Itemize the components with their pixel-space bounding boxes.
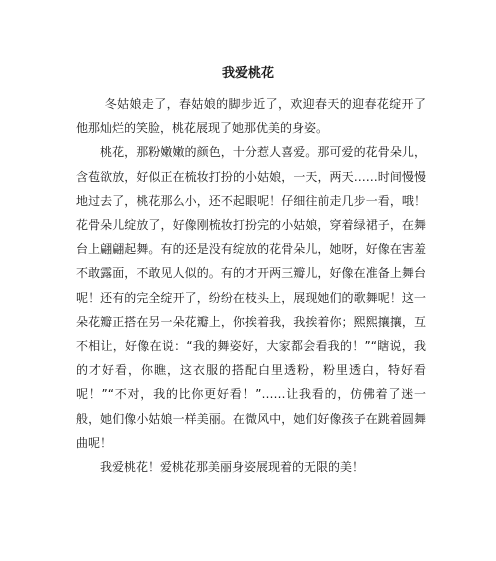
paragraph-conclusion: 我爱桃花！爱桃花那美丽身姿展现着的无限的美！ [100,460,365,475]
paragraph-description: 桃花，那粉嫩嫩的颜色，十分惹人喜爱。那可爱的花骨朵儿，含苞欲放，好似正在梳妆打扮的小姑娘，一天，两天……时间慢慢地过去了，桃花那么小，还不起眼呢！仔细往前走几步一看，哦！花骨朵儿绽放了，好像刚梳妆打扮完的小姑娘，穿着绿裙子，在舞台上翩翩起舞。有的还是没有绽放的花骨朵儿，她呀，好像在害羞不敢露面，不敢见人似的。有的才开两三瓣儿，好像在准备上舞台呢！还有的完全绽开了，纷纷在枝头上，展现她们的歌舞呢！这一朵花瓣正搭在另一朵花瓣上，你挨着我，我挨着你；熙熙攘攘，互不相让，好像在说：“我的舞姿好，大家都会看我的！”“瞎说，我的才好看，你瞧，这衣服的搭配白里透粉，粉里透白，特好看呢！”“不对，我的比你更好看！”……让我看的，仿佛着了迷一般，她们像小姑娘一样美丽。在微风中，她们好像孩子在跳着圆舞曲呢！ [76,145,426,450]
paragraph-intro: 冬姑娘走了，春姑娘的脚步近了，欢迎春天的迎春花绽开了他那灿烂的笑脸，桃花展现了她那优美的身姿。 [76,97,426,136]
document-body [76,92,426,479]
document-title: 我爱桃花 [221,66,274,81]
